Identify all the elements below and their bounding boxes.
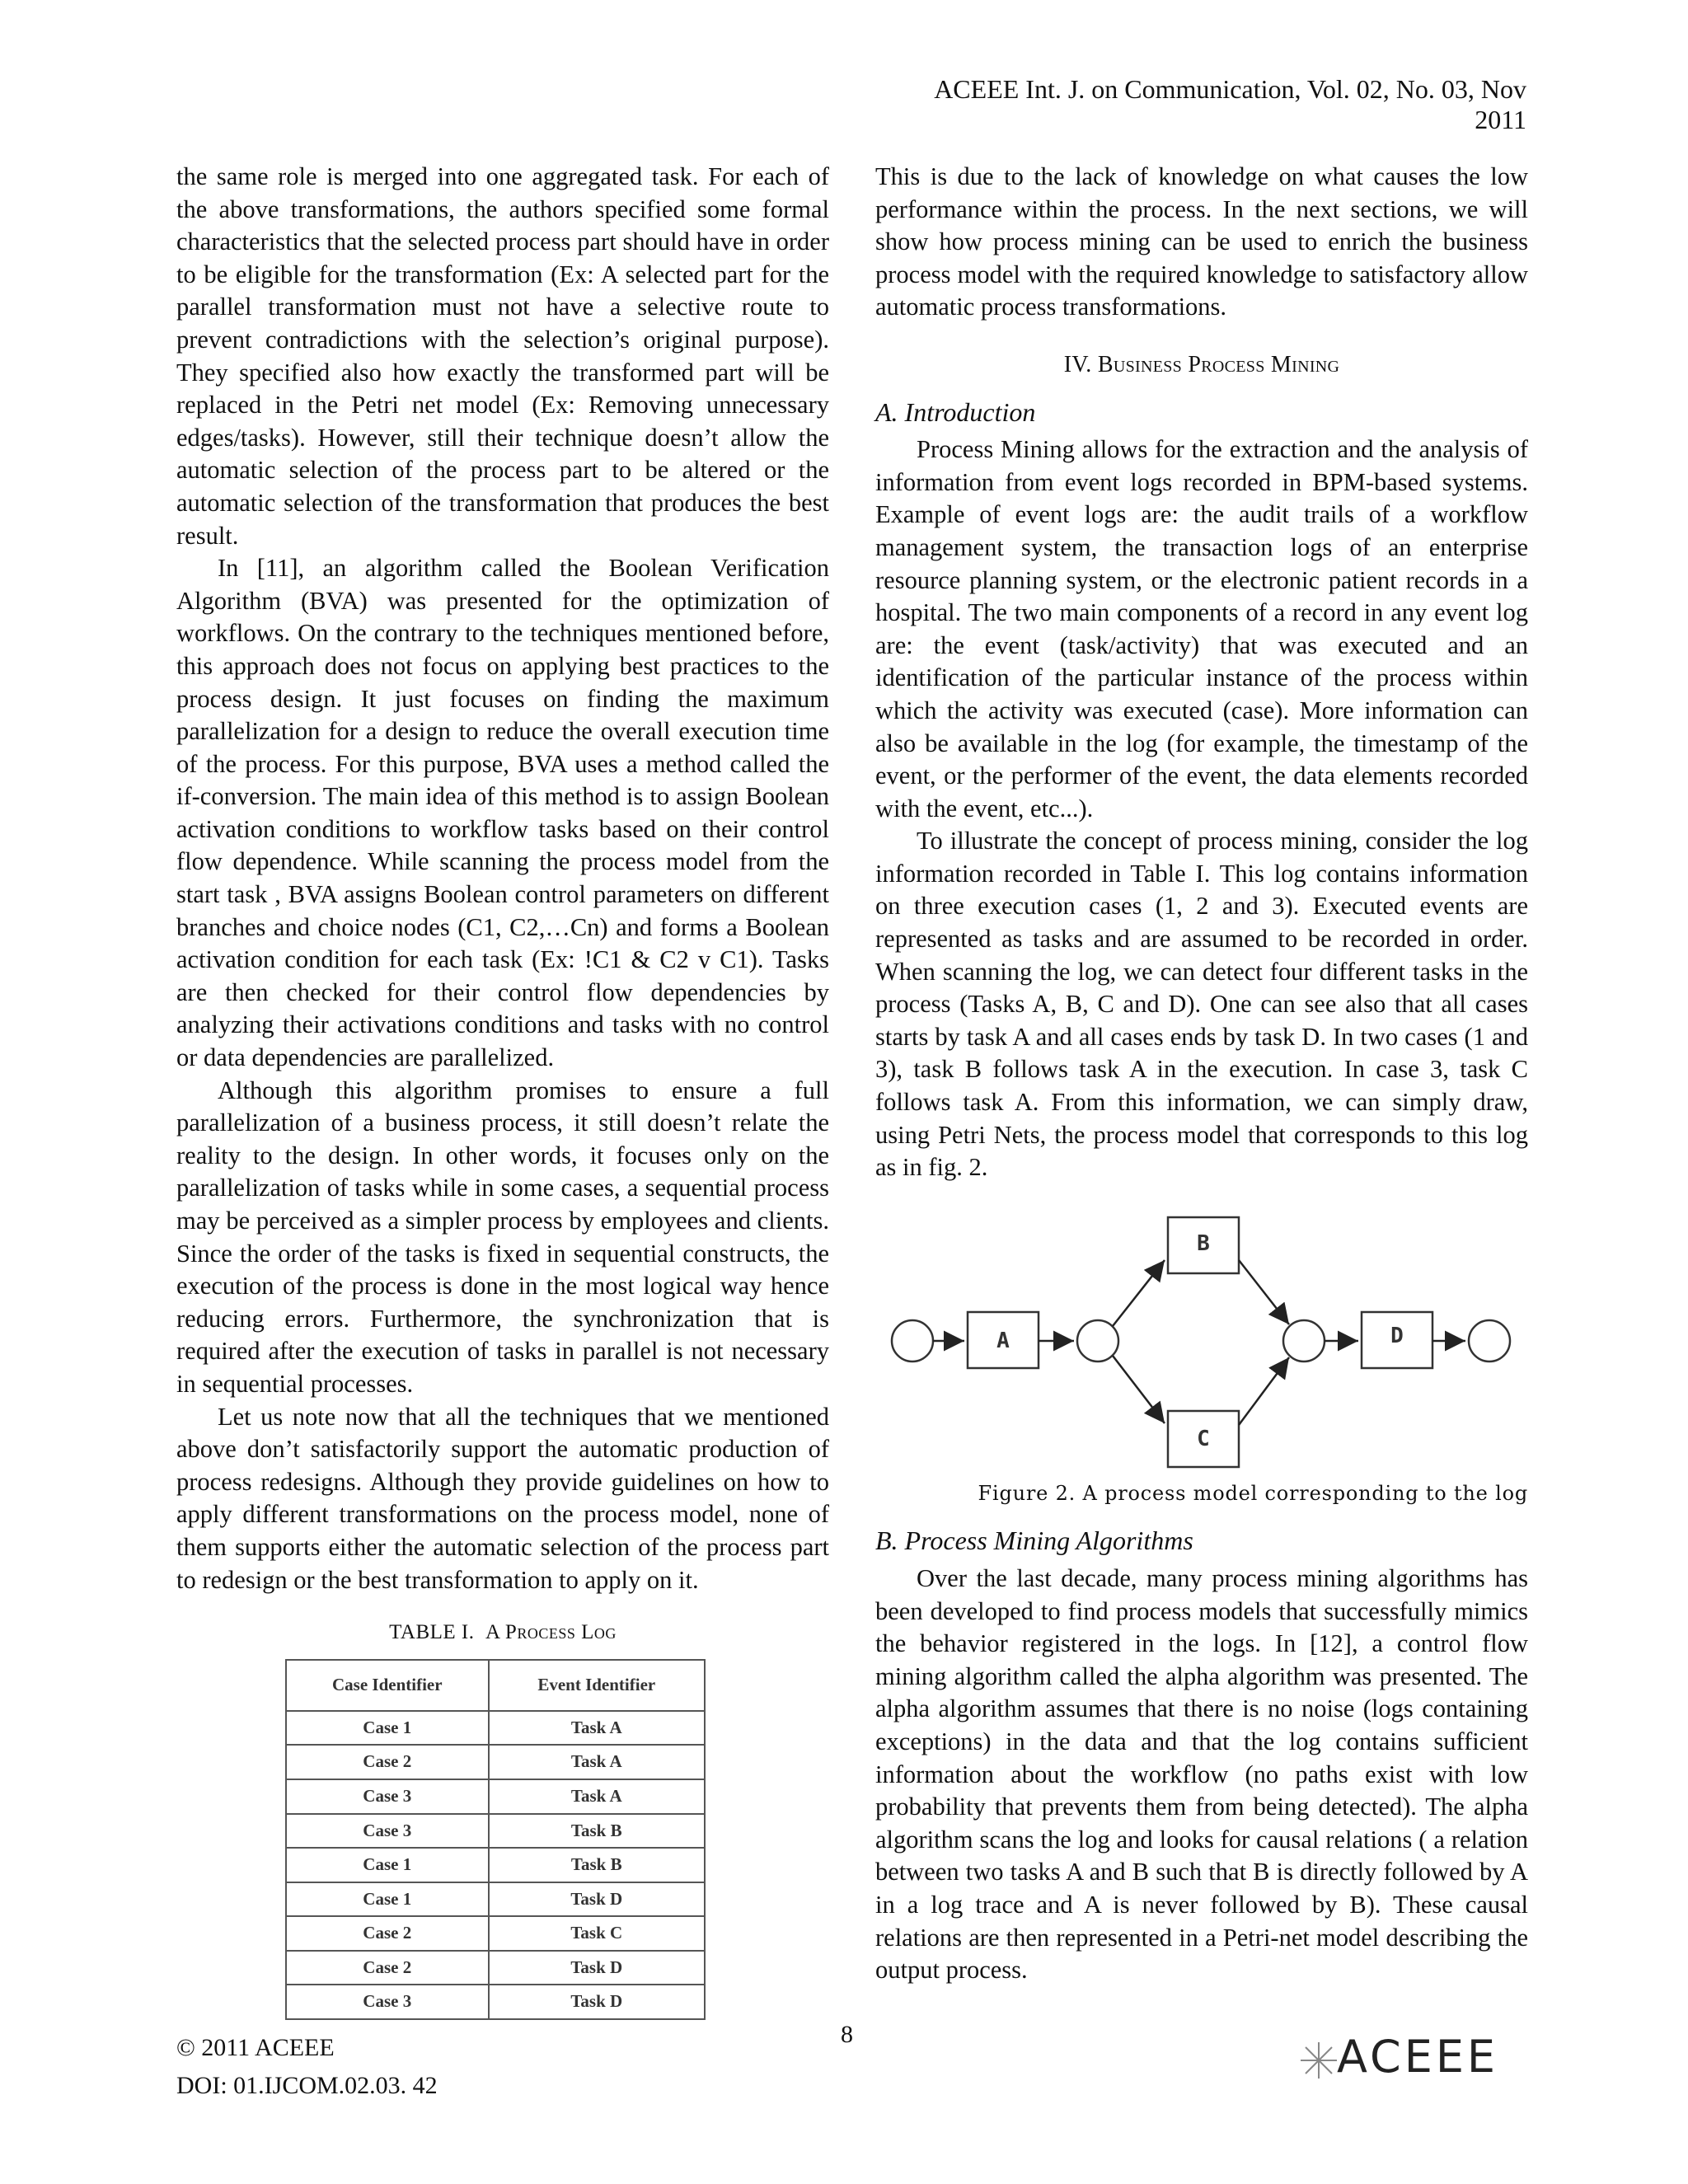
start-place [892, 1320, 933, 1361]
journal-header: ACEEE Int. J. on Communication, Vol. 02, No. 03, Nov 2011 [934, 74, 1526, 134]
table-caption [176, 1616, 829, 1649]
event-identifier-cell: Task D [489, 1985, 705, 2019]
body-paragraph: Over the last decade, many process mining algorithms has been developed to find process models that successfully mimics the behavior registered in the logs. In [12], a control flow mining algorithm called the alpha algorithm was presented. The alpha algorithm assumes that there is no noise (logs containing exceptions) in the data and that the log contains sufficient information about the workflow (no paths exist with low probability that prevents them from being detected). The alpha algorithm scans the log and looks for causal relations ( a relation between two tasks A and B such that B is directly followed by A in a log trace and A is never followed by B). These causal relations are then represented in a Petri-net model describing the output process. [875, 1564, 1528, 1985]
arc [1113, 1356, 1165, 1423]
table-caption-prefix: TABLE I. [389, 1621, 475, 1644]
case-identifier-cell: Case 3 [286, 1985, 489, 2019]
section-title: Business Process Mining [1097, 351, 1340, 377]
table-row [286, 1985, 705, 2019]
body-paragraph: the same role is merged into one aggregated task. For each of the above transformations, the authors specified some formal characteristics that the selected process part should have in order to be eligible for the transformation (Ex: A selected part for the parallel transformation must not have a selective route to prevent contradictions with the selection’s original purpose). They specified also how exactly the transformed part will be replaced in the Petri net model (Ex: Removing unnecessary edges/tasks). However, still their technique doesn’t allow the automatic selection of the process part to be altered or the automatic selection of the transformation that produces the best result. [176, 162, 829, 550]
place-after-a [1077, 1320, 1118, 1361]
table-body [286, 1711, 705, 2019]
table-header-cell: Case Identifier [286, 1660, 489, 1711]
task-label: D [1390, 1323, 1404, 1348]
petri-net-diagram [875, 1201, 1528, 1473]
table-row [286, 1814, 705, 1849]
event-identifier-cell: Task A [489, 1779, 705, 1814]
table-row [286, 1848, 705, 1882]
case-identifier-cell: Case 3 [286, 1814, 489, 1849]
body-paragraph: Process Mining allows for the extraction and the analysis of information from event logs recorded in BPM-based systems. Example of event logs are: the audit trails of a workflow management system, the transaction logs of an enterprise resource planning system, or the electronic patient records in a hospital. The two main components of a record in any event log are: the event (task/activity) that was executed and an identification of the particular instance of the process within which the activity was executed (case). More information can also be available in the log (for example, the timestamp of the event, or the performer of the event, the data elements recorded with the event, etc...). [875, 435, 1528, 823]
table-header-cell: Event Identifier [489, 1660, 705, 1711]
footer [176, 2029, 438, 2105]
event-identifier-cell: Task B [489, 1848, 705, 1882]
table-row [286, 1745, 705, 1779]
copyright: © 2011 ACEEE [176, 2034, 335, 2061]
task-label: A [996, 1328, 1010, 1353]
right-column [875, 161, 1528, 1987]
page-number: 8 [841, 2021, 853, 2048]
event-identifier-cell: Task D [489, 1882, 705, 1917]
task-label: B [1197, 1230, 1210, 1256]
body-paragraph: Although this algorithm promises to ensure a full parallelization of a business process, it still doesn’t relate the reality to the design. In other words, it focuses only on the parallelization of tasks while in some cases, a sequential process may be perceived as a simpler process by employees and clients. Since the order of the tasks is fixed in sequential constructs, the execution of the process is done in the most logical way hence reducing errors. Furthermore, the synchronization that is required after the execution of tasks in parallel is not necessary in sequential processes. [176, 1076, 829, 1398]
subsection-heading-b: B. Process Mining Algorithms [875, 1526, 1193, 1556]
doi: DOI: 01.IJCOM.02.03. 42 [176, 2072, 438, 2099]
case-identifier-cell: Case 2 [286, 1951, 489, 1985]
table-caption-title: A Process Log [485, 1621, 617, 1644]
body-paragraph: Let us note now that all the techniques that we mentioned above don’t satisfactorily support the automatic production of process redesigns. Although they provide guidelines on how to apply different transformations on the process model, none of them supports either the automatic selection of the process part to redesign or the best transformation to apply on it. [176, 1402, 829, 1594]
table-row [286, 1711, 705, 1746]
body-paragraph: This is due to the lack of knowledge on what causes the low performance within the process. In the next sections, we will show how process mining can be used to enrich the business process model with the required knowledge to satisfactory allow automatic process transformations. [875, 162, 1528, 321]
logo-text: ACEEE [1337, 2031, 1499, 2083]
case-identifier-cell: Case 1 [286, 1711, 489, 1746]
star-icon [1294, 2037, 1343, 2083]
body-paragraph: In [11], an algorithm called the Boolean Verification Algorithm (BVA) was presented for the optimization of workflows. On the contrary to the techniques mentioned before, this approach does not focus on applying best practices to the process design. It just focuses on finding the maximum parallelization for a design to reduce the overall execution time of the process. For this purpose, BVA uses a method called the if-conversion. The main idea of this method is to assign Boolean activation conditions to workflow tasks based on their control flow dependence. While scanning the process model from the start task , BVA assigns Boolean control parameters on different branches and choice nodes (C1, C2,…Cn) and forms a Boolean activation condition for each task (Ex: !C1 & C2 v C1). Tasks are then checked for their control flow dependencies by analyzing their activations conditions and tasks with no control or data dependencies are parallelized. [176, 554, 829, 1072]
table-row [286, 1951, 705, 1985]
aceee-logo [1294, 2031, 1525, 2083]
task-label: C [1197, 1426, 1210, 1451]
subsection-heading-a: A. Introduction [875, 396, 1036, 427]
table-row [286, 1882, 705, 1917]
event-identifier-cell: Task A [489, 1745, 705, 1779]
section-heading [875, 349, 1528, 382]
table-row [286, 1916, 705, 1951]
case-identifier-cell: Case 2 [286, 1916, 489, 1951]
case-identifier-cell: Case 1 [286, 1848, 489, 1882]
arc [1113, 1260, 1165, 1326]
left-column [176, 161, 829, 2020]
case-identifier-cell: Case 2 [286, 1745, 489, 1779]
end-place [1469, 1320, 1510, 1361]
event-identifier-cell: Task A [489, 1711, 705, 1746]
table-row [286, 1779, 705, 1814]
process-log-table [285, 1659, 706, 2020]
event-identifier-cell: Task C [489, 1916, 705, 1951]
table-header-row [286, 1660, 705, 1711]
case-identifier-cell: Case 1 [286, 1882, 489, 1917]
case-identifier-cell: Case 3 [286, 1779, 489, 1814]
petri-net-figure [875, 1201, 1528, 1473]
arc [1239, 1357, 1289, 1425]
body-paragraph: To illustrate the concept of process mining, consider the log information recorded in Table I. This log contains information on three execution cases (1, 2 and 3). Executed events are represented as tasks and are assumed to be recorded in order. When scanning the log, we can detect four different tasks in the process (Tasks A, B, C and D). One can see also that all cases starts by task A and all cases ends by task D. In two cases (1 and 3), task B follows task A in the execution. In case 3, task C follows task A. From this information, we can simply draw, using Petri Nets, the process model that corresponds to this log as in fig. 2. [875, 827, 1528, 1182]
event-identifier-cell: Task B [489, 1814, 705, 1849]
place-before-d [1283, 1320, 1325, 1361]
arc [1239, 1260, 1289, 1324]
section-number: IV. [1063, 351, 1092, 377]
event-identifier-cell: Task D [489, 1951, 705, 1985]
figure-caption: Figure 2. A process model corresponding to the log [978, 1481, 1528, 1505]
